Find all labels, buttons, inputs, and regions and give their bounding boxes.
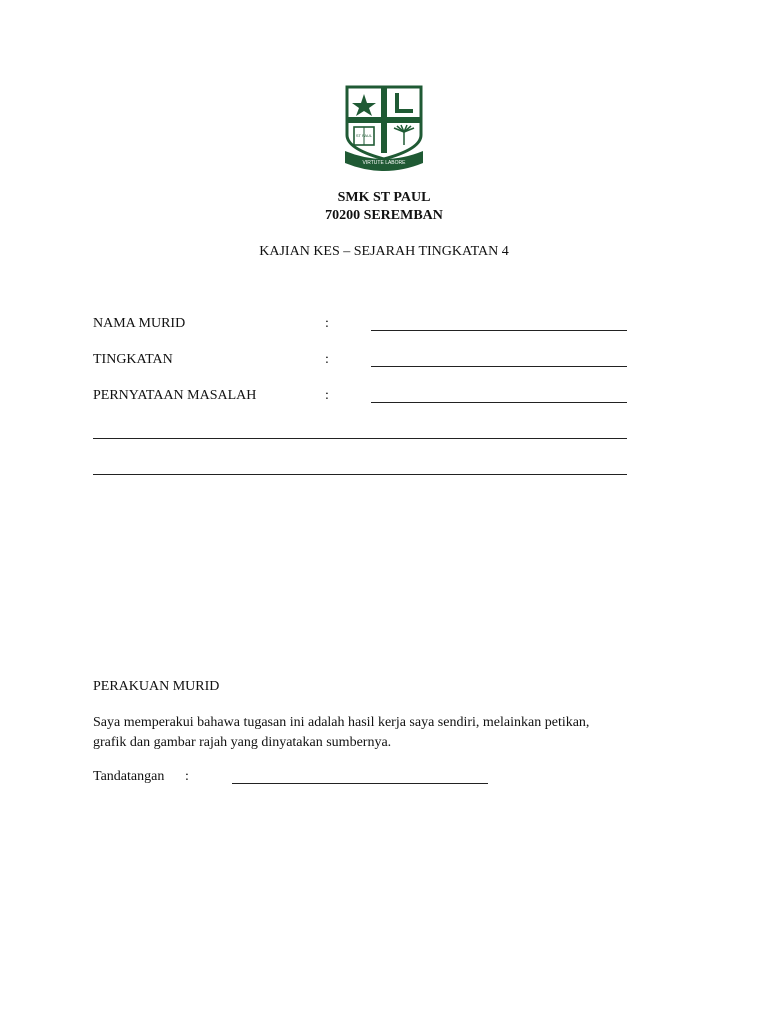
school-name: SMK ST PAUL [337, 190, 431, 205]
declaration-text-line-2: grafik dan gambar rajah yang dinyatakan sumbernya. [93, 735, 392, 750]
field-label-tingkatan: TINGKATAN [93, 352, 173, 367]
signature-input-line[interactable] [232, 783, 488, 784]
signature-label: Tandatangan [93, 769, 165, 784]
field-colon: : [325, 352, 329, 367]
declaration-heading: PERAKUAN MURID [93, 679, 220, 694]
tingkatan-input-line[interactable] [371, 366, 627, 367]
declaration-text-line-1: Saya memperakui bahawa tugasan ini adalah hasil kerja saya sendiri, melainkan petikan, [93, 715, 590, 730]
signature-colon: : [185, 769, 189, 784]
nama-murid-input-line[interactable] [371, 330, 627, 331]
school-address: 70200 SEREMBAN [325, 208, 443, 223]
pernyataan-masalah-input-line[interactable] [371, 402, 627, 403]
field-colon: : [325, 388, 329, 403]
crest-motto: VIRTUTE LABORE [362, 160, 406, 166]
field-label-pernyataan-masalah: PERNYATAAN MASALAH [93, 388, 257, 403]
document-title: KAJIAN KES – SEJARAH TINGKATAN 4 [259, 244, 509, 259]
crest-book-text: ST PAUL [355, 133, 373, 138]
pernyataan-masalah-continuation-line[interactable] [93, 438, 627, 439]
field-colon: : [325, 316, 329, 331]
pernyataan-masalah-continuation-line[interactable] [93, 474, 627, 475]
school-crest-logo [343, 85, 425, 171]
field-label-nama-murid: NAMA MURID [93, 316, 186, 331]
